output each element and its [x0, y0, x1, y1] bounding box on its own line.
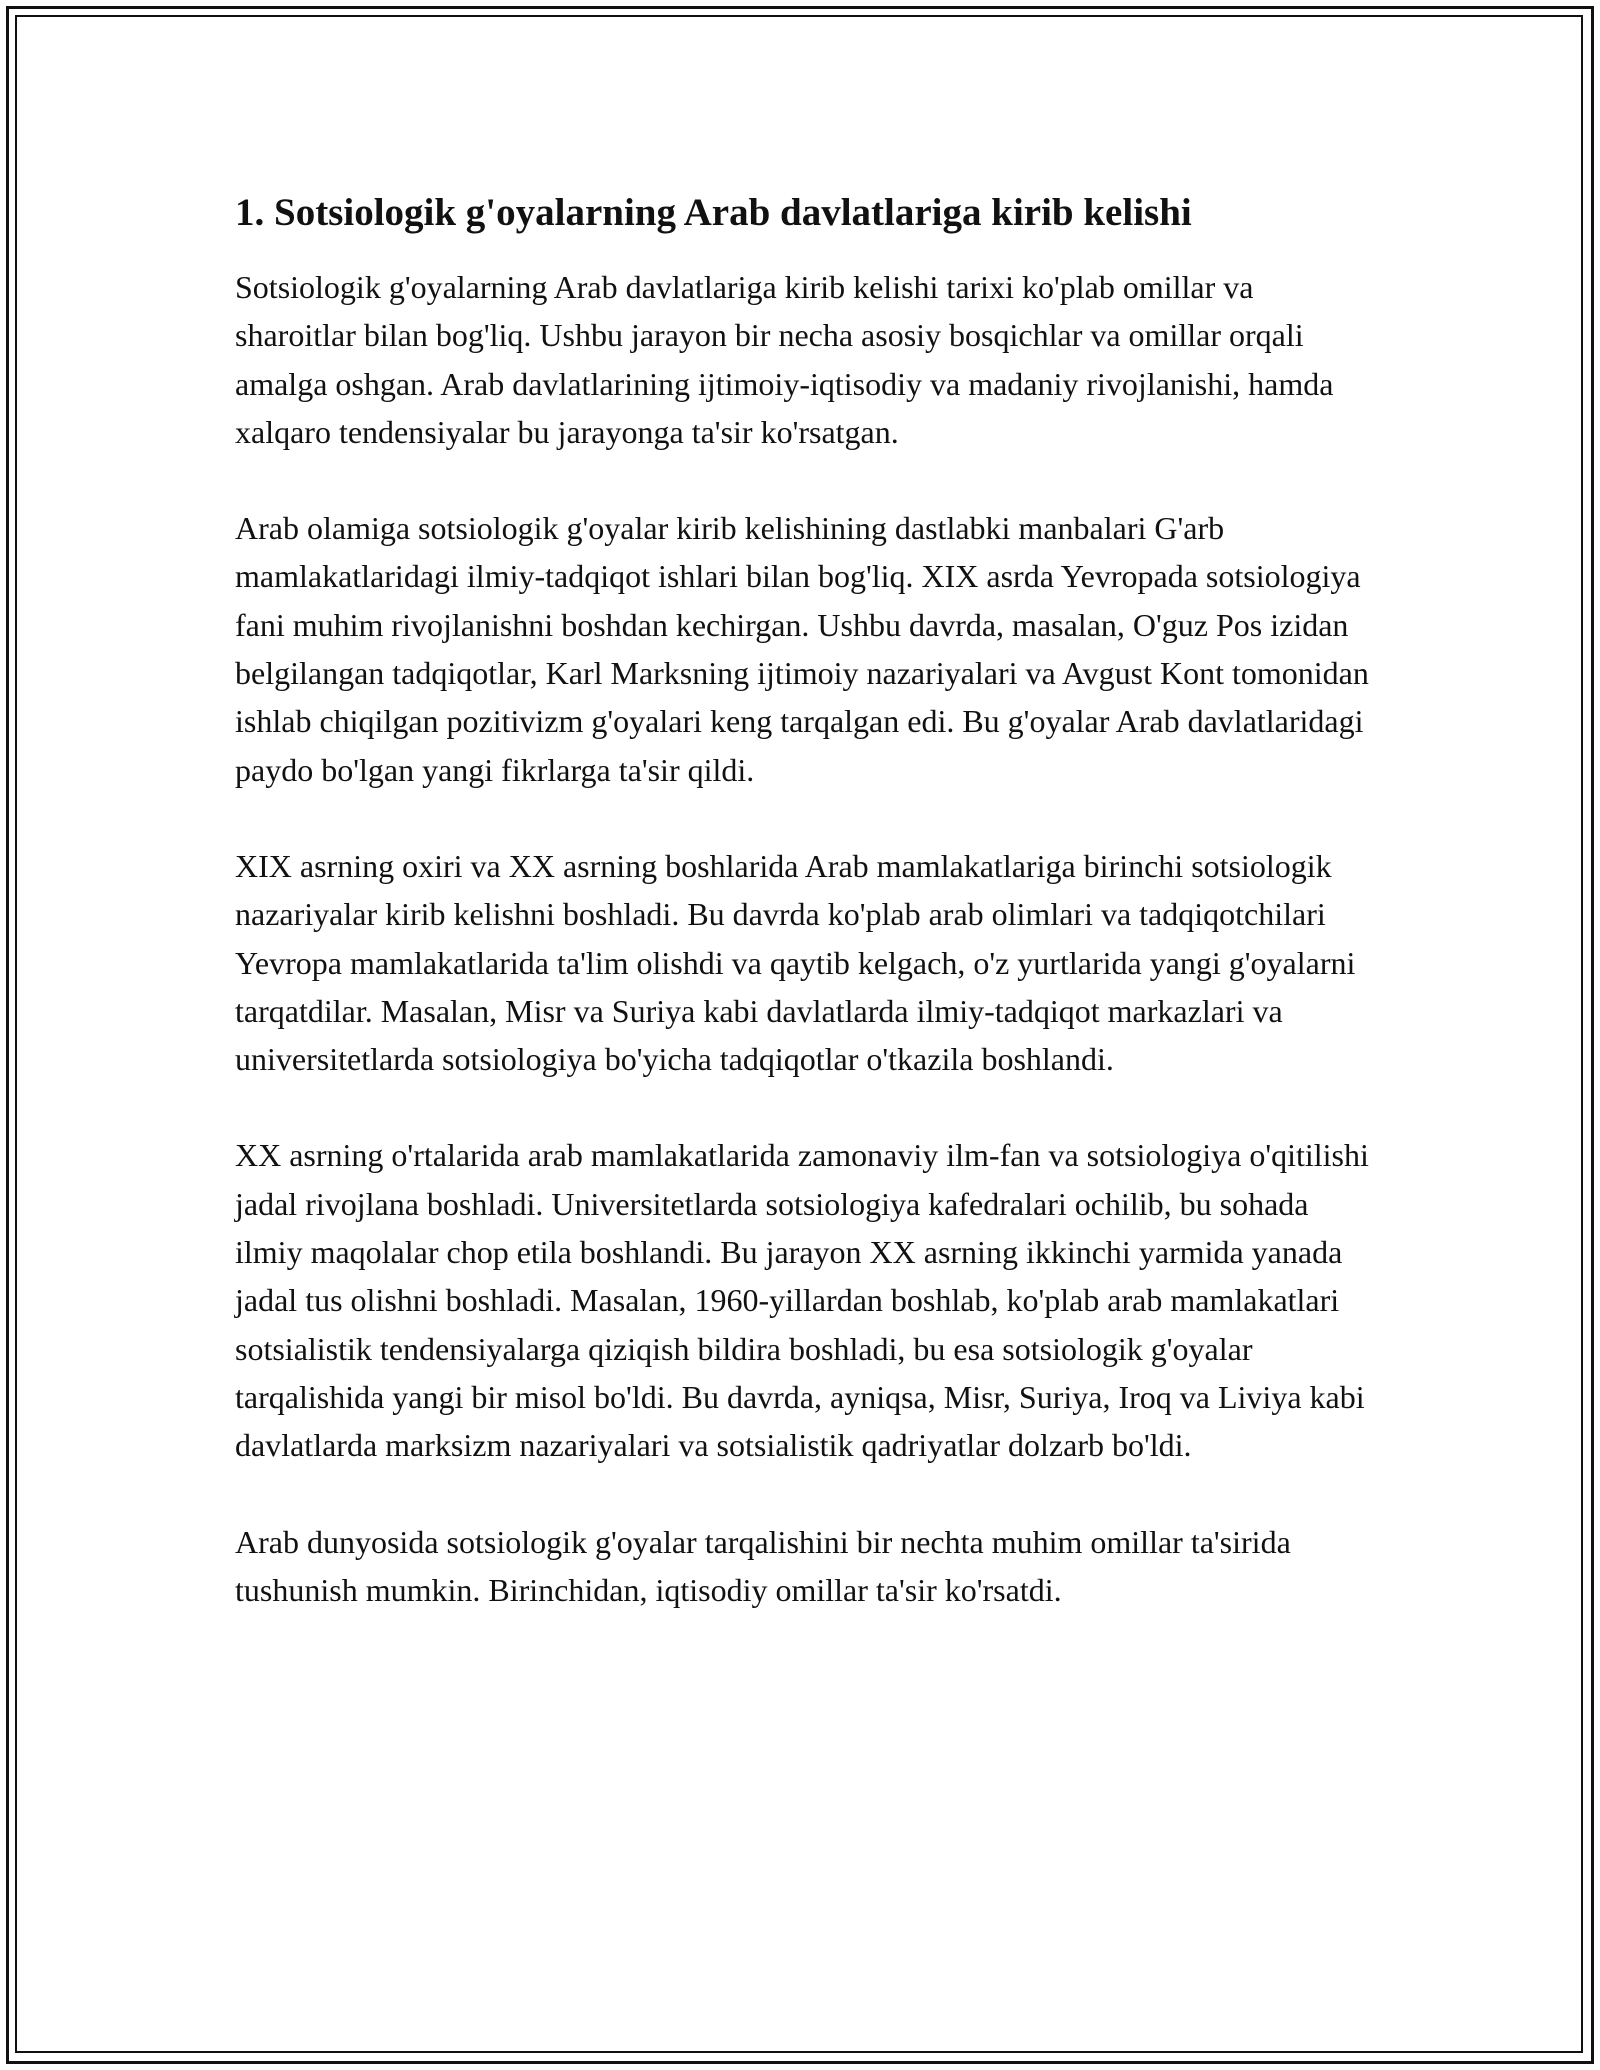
paragraph-4: XX asrning o'rtalarida arab mamlakatlarida zamonaviy ilm-fan va sotsiologiya o'qitilishi jadal rivojlana boshladi. Universitetlarda sotsiologiya kafedralari ochilib, bu sohada ilmiy maqolalar chop etila boshlandi. Bu jarayon XX asrning ikkinchi yarmida yanada jadal tus olishni boshladi. Masalan, 1960-yillardan boshlab, ko'plab arab mamlakatlari sotsialistik tendensiyalarga qiziqish bildira boshladi, bu esa sotsiologik g'oyalar tarqalishida yangi bir misol bo'ldi. Bu davrda, ayniqsa, Misr, Suriya, Iroq va Liviya kabi davlatlarda marksizm nazariyalari va sotsialistik qadriyatlar dolzarb bo'ldi. [235, 1137, 1369, 1464]
paragraph-2: Arab olamiga sotsiologik g'oyalar kirib kelishining dastlabki manbalari G'arb mamlakatlaridagi ilmiy-tadqiqot ishlari bilan bog'liq. XIX asrda Yevropada sotsiologiya fani muhim rivojlanishni boshdan kechirgan. Ushbu davrda, masalan, O'guz Pos izidan belgilangan tadqiqotlar, Karl Marksning ijtimoiy nazariyalari va Avgust Kont tomonidan ishlab chiqilgan pozitivizm g'oyalari keng tarqalgan edi. Bu g'oyalar Arab davlatlaridagi paydo bo'lgan yangi fikrlarga ta'sir qildi. [235, 510, 1369, 788]
section-heading: 1. Sotsiologik g'oyalarning Arab davlatlariga kirib kelishi [235, 191, 1192, 234]
paragraph-3: XIX asrning oxiri va XX asrning boshlarida Arab mamlakatlariga birinchi sotsiologik nazariyalar kirib kelishni boshladi. Bu davrda ko'plab arab olimlari va tadqiqotchilari Yevropa mamlakatlarida ta'lim olishdi va qaytib kelgach, o'z yurtlarida yangi g'oyalarni tarqatdilar. Masalan, Misr va Suriya kabi davlatlarda ilmiy-tadqiqot markazlari va universitetlarda sotsiologiya bo'yicha tadqiqotlar o'tkazila boshlandi. [235, 847, 1356, 1078]
paragraph-1: Sotsiologik g'oyalarning Arab davlatlariga kirib kelishi tarixi ko'plab omillar va sharoitlar bilan bog'liq. Ushbu jarayon bir necha asosiy bosqichlar va omillar orqali amalga oshgan. Arab davlatlarining ijtimoiy-iqtisodiy va madaniy rivojlanishi, hamda xalqaro tendensiyalar bu jarayonga ta'sir ko'rsatgan. [235, 269, 1334, 450]
document-page [235, 187, 1375, 1662]
paragraph-5: Arab dunyosida sotsiologik g'oyalar tarqalishini bir nechta muhim omillar ta'sirida tushunish mumkin. Birinchidan, iqtisodiy omillar ta'sir ko'rsatdi. [235, 1523, 1291, 1608]
